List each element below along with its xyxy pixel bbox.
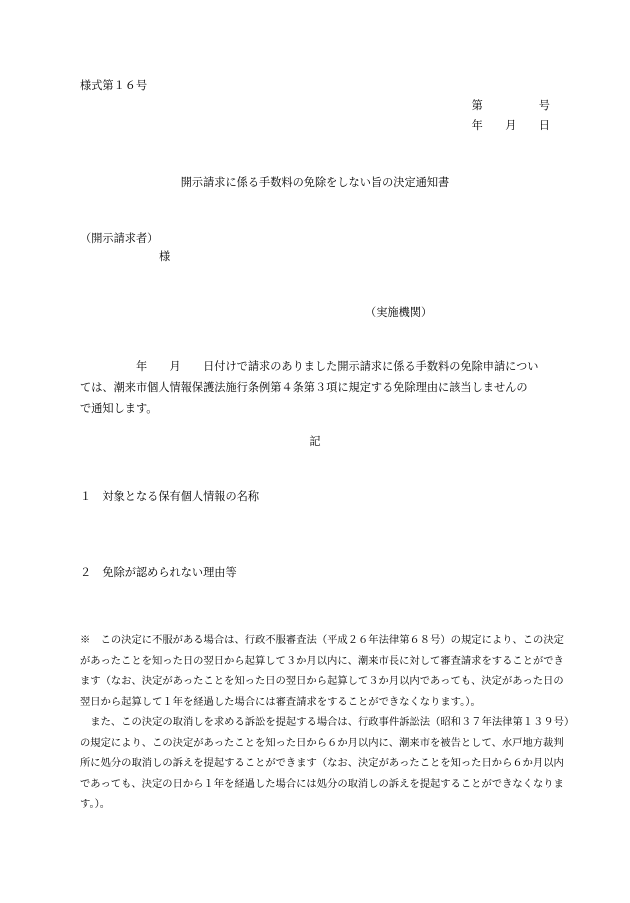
notice-line: また、この決定の取消しを求める訴訟を提起する場合は、行政事件訴訟法（昭和３７年法律第１３９号）: [80, 716, 575, 728]
honorific: 様: [159, 250, 171, 263]
notice-line: 所に処分の取消しの訴えを提起することができます（なお、決定があったことを知った日から６か月以内: [80, 757, 564, 769]
notice-line: ます（なお、決定があったことを知った日の翌日から起算して３か月以内であっても、決定があった日の: [80, 675, 564, 687]
agency-label: （実施機関）: [365, 306, 433, 319]
notice-line: の規定により、この決定があったことを知った日から６か月以内に、潮来市を被告として、水戸地方裁判: [80, 736, 564, 749]
item-1: １ 対象となる保有個人情報の名称: [80, 490, 260, 503]
body-line: で通知します。: [80, 402, 158, 415]
item-2: ２ 免除が認められない理由等: [80, 566, 237, 579]
document-number: 第 号: [471, 99, 550, 112]
body-text: [80, 356, 538, 419]
notice-line: ※ この決定に不服がある場合は、行政不服審査法（平成２６年法律第６８号）の規定により、この決定: [80, 634, 564, 646]
form-number: 様式第１６号: [80, 79, 148, 92]
notice-line: があったことを知った日の翌日から起算して３か月以内に、潮来市長に対して審査請求をすることができ: [80, 654, 564, 667]
document-date: 年 月 日: [471, 119, 550, 132]
appeal-notice: [80, 630, 574, 815]
notice-line: 翌日から起算して１年を経過した場合には審査請求をすることができなくなります。）。: [80, 695, 481, 708]
notice-line: す。）。: [80, 798, 111, 810]
document-title: 開示請求に係る手数料の免除をしない旨の決定通知書: [180, 176, 450, 189]
body-line: ては、潮来市個人情報保護法施行条例第４条第３項に規定する免除理由に該当しませんの: [80, 381, 528, 394]
body-line: 年 月 日付けで請求のありました開示請求に係る手数料の免除申請につい: [80, 360, 539, 373]
notice-line: であっても、決定の日から１年を経過した場合には処分の取消しの訴えを提起することができなくなりま: [80, 777, 564, 790]
ki-heading: 記: [309, 435, 321, 448]
requester-label: （開示請求者）: [80, 232, 159, 245]
